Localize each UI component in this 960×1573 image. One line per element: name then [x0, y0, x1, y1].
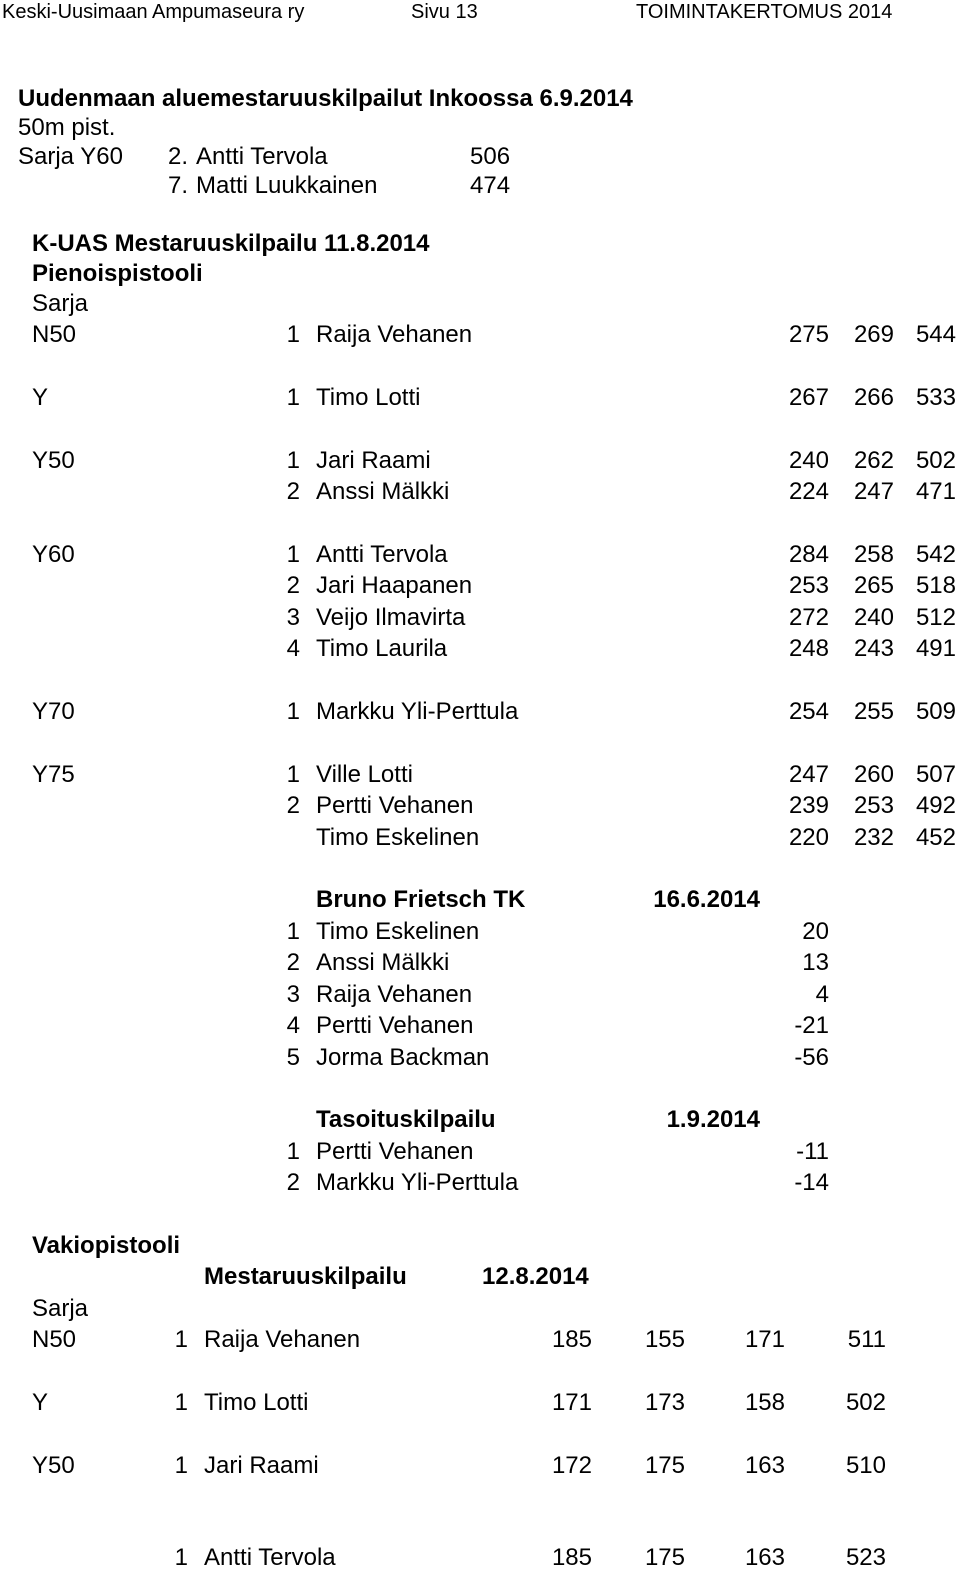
result-name: Raija Vehanen — [316, 321, 473, 348]
result-rank: 2 — [286, 949, 300, 976]
result-rank: 1 — [286, 384, 300, 411]
result-rank: 1 — [286, 541, 300, 568]
score-1: 254 — [788, 698, 829, 725]
section-title: K-UAS Mestaruuskilpailu 11.8.2014 — [32, 230, 430, 257]
section-title: Mestaruuskilpailu — [204, 1263, 407, 1290]
score-3: 171 — [744, 1326, 785, 1353]
result-name: Jorma Backman — [316, 1044, 490, 1071]
score-2: 155 — [644, 1326, 685, 1353]
score-1: 247 — [788, 761, 829, 788]
score-total: 502 — [915, 447, 956, 474]
result-name: Jari Raami — [204, 1452, 319, 1479]
result-score: -21 — [794, 1012, 829, 1039]
score-total: 507 — [915, 761, 956, 788]
score-total: 511 — [847, 1326, 886, 1353]
score-total: 523 — [845, 1544, 886, 1571]
result-score: 13 — [802, 949, 829, 976]
result-rank: 3 — [286, 604, 300, 631]
result-name: Pertti Vehanen — [316, 792, 474, 819]
score-3: 158 — [744, 1389, 785, 1416]
result-name: Antti Tervola — [204, 1544, 336, 1571]
section-date: 12.8.2014 — [482, 1263, 589, 1290]
series-label: Sarja — [32, 290, 89, 317]
score-2: 258 — [853, 541, 894, 568]
result-rank: 7. — [168, 172, 189, 199]
result-rank: 1 — [174, 1326, 188, 1353]
result-name: Antti Tervola — [316, 541, 448, 568]
result-rank: 1 — [286, 698, 300, 725]
score-2: 265 — [853, 572, 894, 599]
result-name: Jari Haapanen — [316, 572, 473, 599]
result-name: Timo Laurila — [316, 635, 448, 662]
header-page: Sivu 13 — [411, 1, 478, 23]
result-rank: 1 — [174, 1389, 188, 1416]
result-name: Timo Eskelinen — [316, 918, 480, 945]
result-name: Markku Yli-Perttula — [316, 698, 519, 725]
header-club: Keski-Uusimaan Ampumaseura ry — [2, 1, 305, 23]
discipline-label: Pienoispistooli — [32, 260, 203, 287]
result-name: Matti Luukkainen — [196, 172, 378, 199]
result-name: Raija Vehanen — [316, 981, 473, 1008]
series-class: Y70 — [32, 698, 75, 725]
result-name: Antti Tervola — [196, 143, 328, 170]
result-rank: 1 — [286, 447, 300, 474]
score-total: 509 — [915, 698, 956, 725]
result-name: Anssi Mälkki — [316, 478, 450, 505]
score-2: 175 — [644, 1452, 685, 1479]
score-2: 175 — [644, 1544, 685, 1571]
score-1: 240 — [788, 447, 829, 474]
score-3: 163 — [744, 1544, 785, 1571]
section-title: Tasoituskilpailu — [316, 1106, 496, 1133]
score-total: 542 — [915, 541, 956, 568]
series-class: Y — [32, 1389, 49, 1416]
score-1: 185 — [551, 1326, 592, 1353]
score-total: 452 — [915, 824, 956, 851]
result-rank: 1 — [174, 1544, 188, 1571]
section-date: 16.6.2014 — [653, 886, 760, 913]
result-name: Veijo Ilmavirta — [316, 604, 466, 631]
score-2: 266 — [853, 384, 894, 411]
result-name: Timo Lotti — [204, 1389, 309, 1416]
result-name: Pertti Vehanen — [316, 1012, 474, 1039]
result-rank: 5 — [286, 1044, 300, 1071]
result-name: Timo Eskelinen — [316, 824, 480, 851]
score-1: 272 — [788, 604, 829, 631]
score-1: 248 — [788, 635, 829, 662]
section-date: 1.9.2014 — [666, 1106, 760, 1133]
score-2: 240 — [853, 604, 894, 631]
score-total: 518 — [915, 572, 956, 599]
result-rank: 3 — [286, 981, 300, 1008]
score-1: 267 — [788, 384, 829, 411]
score-1: 284 — [788, 541, 829, 568]
event-label: 50m pist. — [18, 114, 116, 141]
score-2: 253 — [853, 792, 894, 819]
series-class: Y60 — [32, 541, 75, 568]
series-class: N50 — [32, 1326, 77, 1353]
score-2: 247 — [853, 478, 894, 505]
result-rank: 2 — [286, 478, 300, 505]
result-score: -14 — [794, 1169, 829, 1196]
result-rank: 2. — [168, 143, 189, 170]
discipline-label: Vakiopistooli — [32, 1232, 181, 1259]
score-total: 544 — [915, 321, 956, 348]
score-1: 253 — [788, 572, 829, 599]
result-score: 4 — [815, 981, 829, 1008]
result-rank: 2 — [286, 572, 300, 599]
result-name: Ville Lotti — [316, 761, 413, 788]
result-name: Raija Vehanen — [204, 1326, 361, 1353]
score-total: 512 — [915, 604, 956, 631]
result-rank: 1 — [286, 321, 300, 348]
score-1: 275 — [788, 321, 829, 348]
score-1: 172 — [551, 1452, 592, 1479]
result-rank: 2 — [286, 792, 300, 819]
score-1: 239 — [788, 792, 829, 819]
section-title: Bruno Frietsch TK — [316, 886, 526, 913]
score-3: 163 — [744, 1452, 785, 1479]
result-name: Pertti Vehanen — [316, 1138, 474, 1165]
result-name: Jari Raami — [316, 447, 431, 474]
score-total: 510 — [845, 1452, 886, 1479]
result-rank: 4 — [286, 635, 300, 662]
score-2: 255 — [853, 698, 894, 725]
series-class: Y75 — [32, 761, 75, 788]
result-name: Timo Lotti — [316, 384, 421, 411]
score-total: 471 — [915, 478, 956, 505]
series-class: N50 — [32, 321, 77, 348]
result-score: 506 — [470, 143, 511, 170]
header-doc-title: TOIMINTAKERTOMUS 2014 — [636, 1, 893, 23]
result-name: Markku Yli-Perttula — [316, 1169, 519, 1196]
score-total: 491 — [915, 635, 956, 662]
result-score: -56 — [794, 1044, 829, 1071]
series-class: Y — [32, 384, 49, 411]
score-2: 173 — [644, 1389, 685, 1416]
series-class: Y50 — [32, 447, 75, 474]
result-rank: 1 — [286, 1138, 300, 1165]
score-1: 220 — [788, 824, 829, 851]
series-label: Sarja Y60 — [18, 143, 123, 170]
score-2: 262 — [853, 447, 894, 474]
score-1: 224 — [788, 478, 829, 505]
series-label: Sarja — [32, 1295, 89, 1322]
result-score: 20 — [802, 918, 829, 945]
result-rank: 2 — [286, 1169, 300, 1196]
score-2: 243 — [853, 635, 894, 662]
score-2: 232 — [853, 824, 894, 851]
result-rank: 1 — [286, 761, 300, 788]
result-rank: 1 — [286, 918, 300, 945]
result-rank: 4 — [286, 1012, 300, 1039]
score-1: 171 — [551, 1389, 592, 1416]
result-name: Anssi Mälkki — [316, 949, 450, 976]
score-total: 533 — [915, 384, 956, 411]
result-score: -11 — [796, 1138, 829, 1165]
score-total: 492 — [915, 792, 956, 819]
result-rank: 1 — [174, 1452, 188, 1479]
score-1: 185 — [551, 1544, 592, 1571]
section-title: Uudenmaan aluemestaruuskilpailut Inkoossa 6.9.2014 — [18, 85, 633, 112]
series-class: Y50 — [32, 1452, 75, 1479]
score-total: 502 — [845, 1389, 886, 1416]
score-2: 269 — [853, 321, 894, 348]
result-score: 474 — [470, 172, 511, 199]
score-2: 260 — [853, 761, 894, 788]
